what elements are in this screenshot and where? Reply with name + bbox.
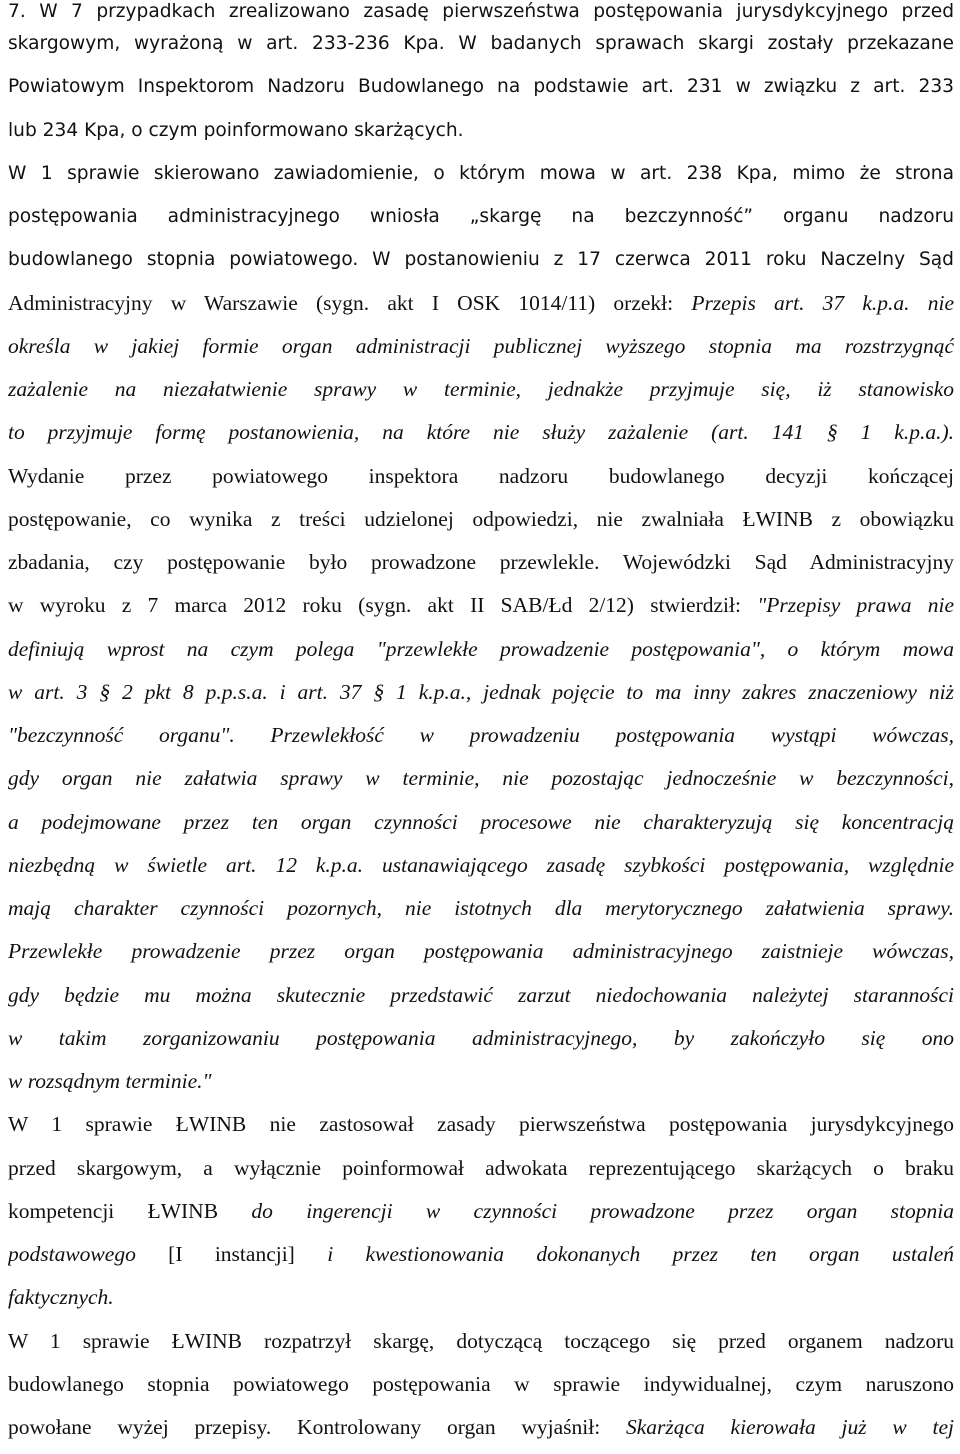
text-line	[8, 1190, 954, 1233]
text-line	[8, 1103, 954, 1146]
text-line	[8, 1147, 954, 1190]
text-line	[8, 238, 954, 281]
text-line	[8, 541, 954, 584]
text-segment: lub 234 Kpa, o czym poinformowano skarżących.	[8, 119, 464, 141]
text-segment: powołane wyżej przepisy. Kontrolowany organ wyjaśnił:	[8, 1415, 626, 1439]
text-segment: definiują wprost na czym polega "przewlekłe prowadzenie postępowania", o którym mowa	[8, 636, 954, 661]
text-segment: [I instancji]	[168, 1242, 328, 1266]
text-line	[8, 455, 954, 498]
text-segment: kompetencji ŁWINB	[8, 1198, 252, 1223]
text-line	[8, 109, 954, 152]
text-segment: Administracyjny w Warszawie (sygn. akt I OSK 1014/11) orzekł:	[8, 290, 692, 315]
text-line	[8, 195, 954, 238]
text-segment: postępowania administracyjnego wniosła „skargę na bezczynność” organu nadzoru	[8, 206, 954, 227]
text-line	[8, 325, 954, 368]
text-line	[8, 1060, 954, 1103]
text-segment: Skarżąca kierowała już w tej	[625, 1415, 954, 1439]
text-segment: określa w jakiej formie organ administracji publicznej wyższego stopnia ma rozstrzygnąć	[8, 333, 954, 358]
text-segment: w art. 3 § 2 pkt 8 p.p.s.a. i art. 37 § 1 k.p.a., jednak pojęcie to ma inny zakres znaczeniowy niż	[8, 679, 954, 704]
text-line	[8, 152, 954, 195]
text-line	[8, 282, 954, 325]
text-segment: budowlanego stopnia powiatowego postępowania w sprawie indywidualnej, czym naruszono	[8, 1371, 954, 1396]
text-line	[8, 628, 954, 671]
text-segment: skargowym, wyrażoną w art. 233-236 Kpa. W badanych sprawach skargi zostały przekazane	[8, 33, 954, 54]
text-line	[8, 1233, 954, 1276]
text-segment: 7. W 7 przypadkach zrealizowano zasadę pierwszeństwa postępowania jurysdykcyjnego przed	[8, 1, 954, 22]
text-segment: Powiatowym Inspektorom Nadzoru Budowlanego na podstawie art. 231 w związku z art. 233	[8, 76, 954, 98]
text-line	[8, 1406, 954, 1449]
text-segment: zbadania, czy postępowanie było prowadzone przewlekle. Wojewódzki Sąd Administracyjny	[8, 550, 954, 574]
text-line	[8, 368, 954, 411]
text-line	[8, 1017, 954, 1060]
text-line	[8, 671, 954, 714]
document-page	[8, 0, 954, 1449]
text-line	[8, 411, 954, 454]
text-line	[8, 1320, 954, 1363]
text-line	[8, 65, 954, 108]
text-segment: Przepis art. 37 k.p.a. nie	[691, 290, 954, 315]
text-line	[8, 974, 954, 1017]
text-segment: i kwestionowania dokonanych przez ten organ ustaleń	[327, 1242, 954, 1266]
text-segment: Wydanie przez powiatowego inspektora nadzoru budowlanego decyzji kończącej	[8, 463, 954, 488]
text-line	[8, 757, 954, 800]
text-line	[8, 0, 954, 22]
text-line	[8, 801, 954, 844]
text-segment: faktycznych.	[8, 1285, 114, 1310]
text-segment: gdy będzie mu można skutecznie przedstawić zarzut niedochowania należytej staranności	[8, 982, 954, 1007]
text-segment: gdy organ nie załatwia sprawy w terminie, nie pozostając jednocześnie w bezczynności,	[8, 766, 954, 791]
text-segment: W 1 sprawie skierowano zawiadomienie, o którym mowa w art. 238 Kpa, mimo że strona	[8, 162, 954, 184]
text-segment: "Przepisy prawa nie	[757, 593, 954, 618]
text-segment: a podejmowane przez ten organ czynności procesowe nie charakteryzują się koncentracją	[8, 809, 954, 834]
text-segment: W 1 sprawie ŁWINB nie zastosował zasady pierwszeństwa postępowania jurysdykcyjnego	[8, 1112, 954, 1137]
text-line	[8, 1363, 954, 1406]
text-segment: Przewlekłe prowadzenie przez organ postępowania administracyjnego zaistnieje wówczas,	[8, 939, 954, 964]
text-segment: mają charakter czynności pozornych, nie istotnych dla merytorycznego załatwienia sprawy.	[8, 896, 954, 920]
text-line	[8, 22, 954, 65]
text-segment: przed skargowym, a wyłącznie poinformował adwokata reprezentującego skarżących o braku	[8, 1155, 954, 1180]
text-segment: W 1 sprawie ŁWINB rozpatrzył skargę, dotyczącą toczącego się przed organem nadzoru	[8, 1328, 954, 1353]
text-segment: postępowanie, co wynika z treści udzielonej odpowiedzi, nie zwalniała ŁWINB z obowiązku	[8, 506, 954, 531]
text-segment: to przyjmuje formę postanowienia, na które nie służy zażalenie (art. 141 § 1 k.p.a.).	[8, 420, 954, 445]
text-line	[8, 584, 954, 627]
text-line	[8, 1276, 954, 1319]
text-line	[8, 714, 954, 757]
text-line	[8, 887, 954, 930]
text-segment: zażalenie na niezałatwienie sprawy w terminie, jednakże przyjmuje się, iż stanowisko	[8, 377, 954, 401]
text-segment: w takim zorganizowaniu postępowania administracyjnego, by zakończyło się ono	[8, 1025, 954, 1050]
text-line	[8, 844, 954, 887]
text-segment: do ingerencji w czynności prowadzone przez organ stopnia	[251, 1198, 954, 1223]
text-segment: podstawowego	[8, 1242, 169, 1266]
text-segment: w wyroku z 7 marca 2012 roku (sygn. akt II SAB/Łd 2/12) stwierdził:	[8, 593, 758, 618]
text-segment: niezbędną w świetle art. 12 k.p.a. ustanawiającego zasadę szybkości postępowania, względnie	[8, 852, 954, 877]
text-line	[8, 498, 954, 541]
text-segment: w rozsądnym terminie."	[8, 1069, 212, 1093]
text-line	[8, 930, 954, 973]
text-segment: "bezczynność organu". Przewlekłość w prowadzeniu postępowania wystąpi wówczas,	[8, 723, 954, 747]
text-segment: budowlanego stopnia powiatowego. W postanowieniu z 17 czerwca 2011 roku Naczelny Sąd	[8, 249, 954, 271]
